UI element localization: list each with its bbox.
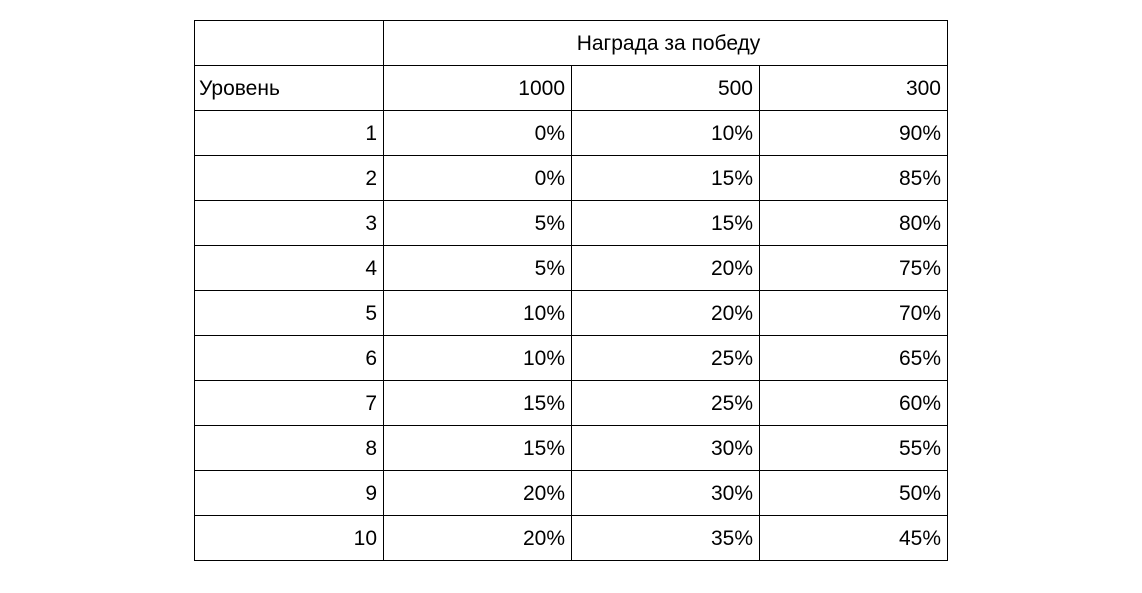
level-cell: 2	[195, 156, 384, 201]
level-cell: 3	[195, 201, 384, 246]
table-row	[195, 156, 948, 201]
percent-cell-500: 30%	[572, 426, 760, 471]
percent-cell-300: 65%	[760, 336, 948, 381]
table-body	[195, 21, 948, 561]
level-cell: 1	[195, 111, 384, 156]
table-row	[195, 201, 948, 246]
percent-cell-300: 85%	[760, 156, 948, 201]
level-cell: 4	[195, 246, 384, 291]
level-cell: 6	[195, 336, 384, 381]
percent-cell-300: 80%	[760, 201, 948, 246]
table-row	[195, 516, 948, 561]
percent-cell-1000: 0%	[384, 156, 572, 201]
percent-cell-500: 25%	[572, 336, 760, 381]
column-header-500: 500	[572, 66, 760, 111]
level-cell: 5	[195, 291, 384, 336]
percent-cell-300: 75%	[760, 246, 948, 291]
level-cell: 10	[195, 516, 384, 561]
empty-corner-cell	[195, 21, 384, 66]
table-row	[195, 111, 948, 156]
percent-cell-500: 30%	[572, 471, 760, 516]
percent-cell-1000: 10%	[384, 336, 572, 381]
percent-cell-500: 35%	[572, 516, 760, 561]
percent-cell-500: 20%	[572, 246, 760, 291]
percent-cell-500: 15%	[572, 156, 760, 201]
percent-cell-300: 60%	[760, 381, 948, 426]
level-header-cell: Уровень	[195, 66, 384, 111]
percent-cell-1000: 5%	[384, 201, 572, 246]
percent-cell-1000: 0%	[384, 111, 572, 156]
table-row	[195, 291, 948, 336]
percent-cell-1000: 5%	[384, 246, 572, 291]
table-row	[195, 471, 948, 516]
percent-cell-1000: 15%	[384, 426, 572, 471]
percent-cell-300: 90%	[760, 111, 948, 156]
column-header-row	[195, 66, 948, 111]
table-row	[195, 246, 948, 291]
level-cell: 7	[195, 381, 384, 426]
percent-cell-500: 20%	[572, 291, 760, 336]
table-row	[195, 381, 948, 426]
reward-probability-table	[194, 20, 948, 561]
percent-cell-300: 70%	[760, 291, 948, 336]
group-header-row	[195, 21, 948, 66]
percent-cell-1000: 20%	[384, 516, 572, 561]
column-header-300: 300	[760, 66, 948, 111]
level-cell: 8	[195, 426, 384, 471]
percent-cell-1000: 15%	[384, 381, 572, 426]
percent-cell-300: 45%	[760, 516, 948, 561]
percent-cell-500: 25%	[572, 381, 760, 426]
percent-cell-1000: 10%	[384, 291, 572, 336]
percent-cell-1000: 20%	[384, 471, 572, 516]
percent-cell-500: 10%	[572, 111, 760, 156]
level-cell: 9	[195, 471, 384, 516]
column-header-1000: 1000	[384, 66, 572, 111]
table-row	[195, 426, 948, 471]
table-row	[195, 336, 948, 381]
group-header-cell: Награда за победу	[384, 21, 948, 66]
percent-cell-500: 15%	[572, 201, 760, 246]
percent-cell-300: 55%	[760, 426, 948, 471]
percent-cell-300: 50%	[760, 471, 948, 516]
